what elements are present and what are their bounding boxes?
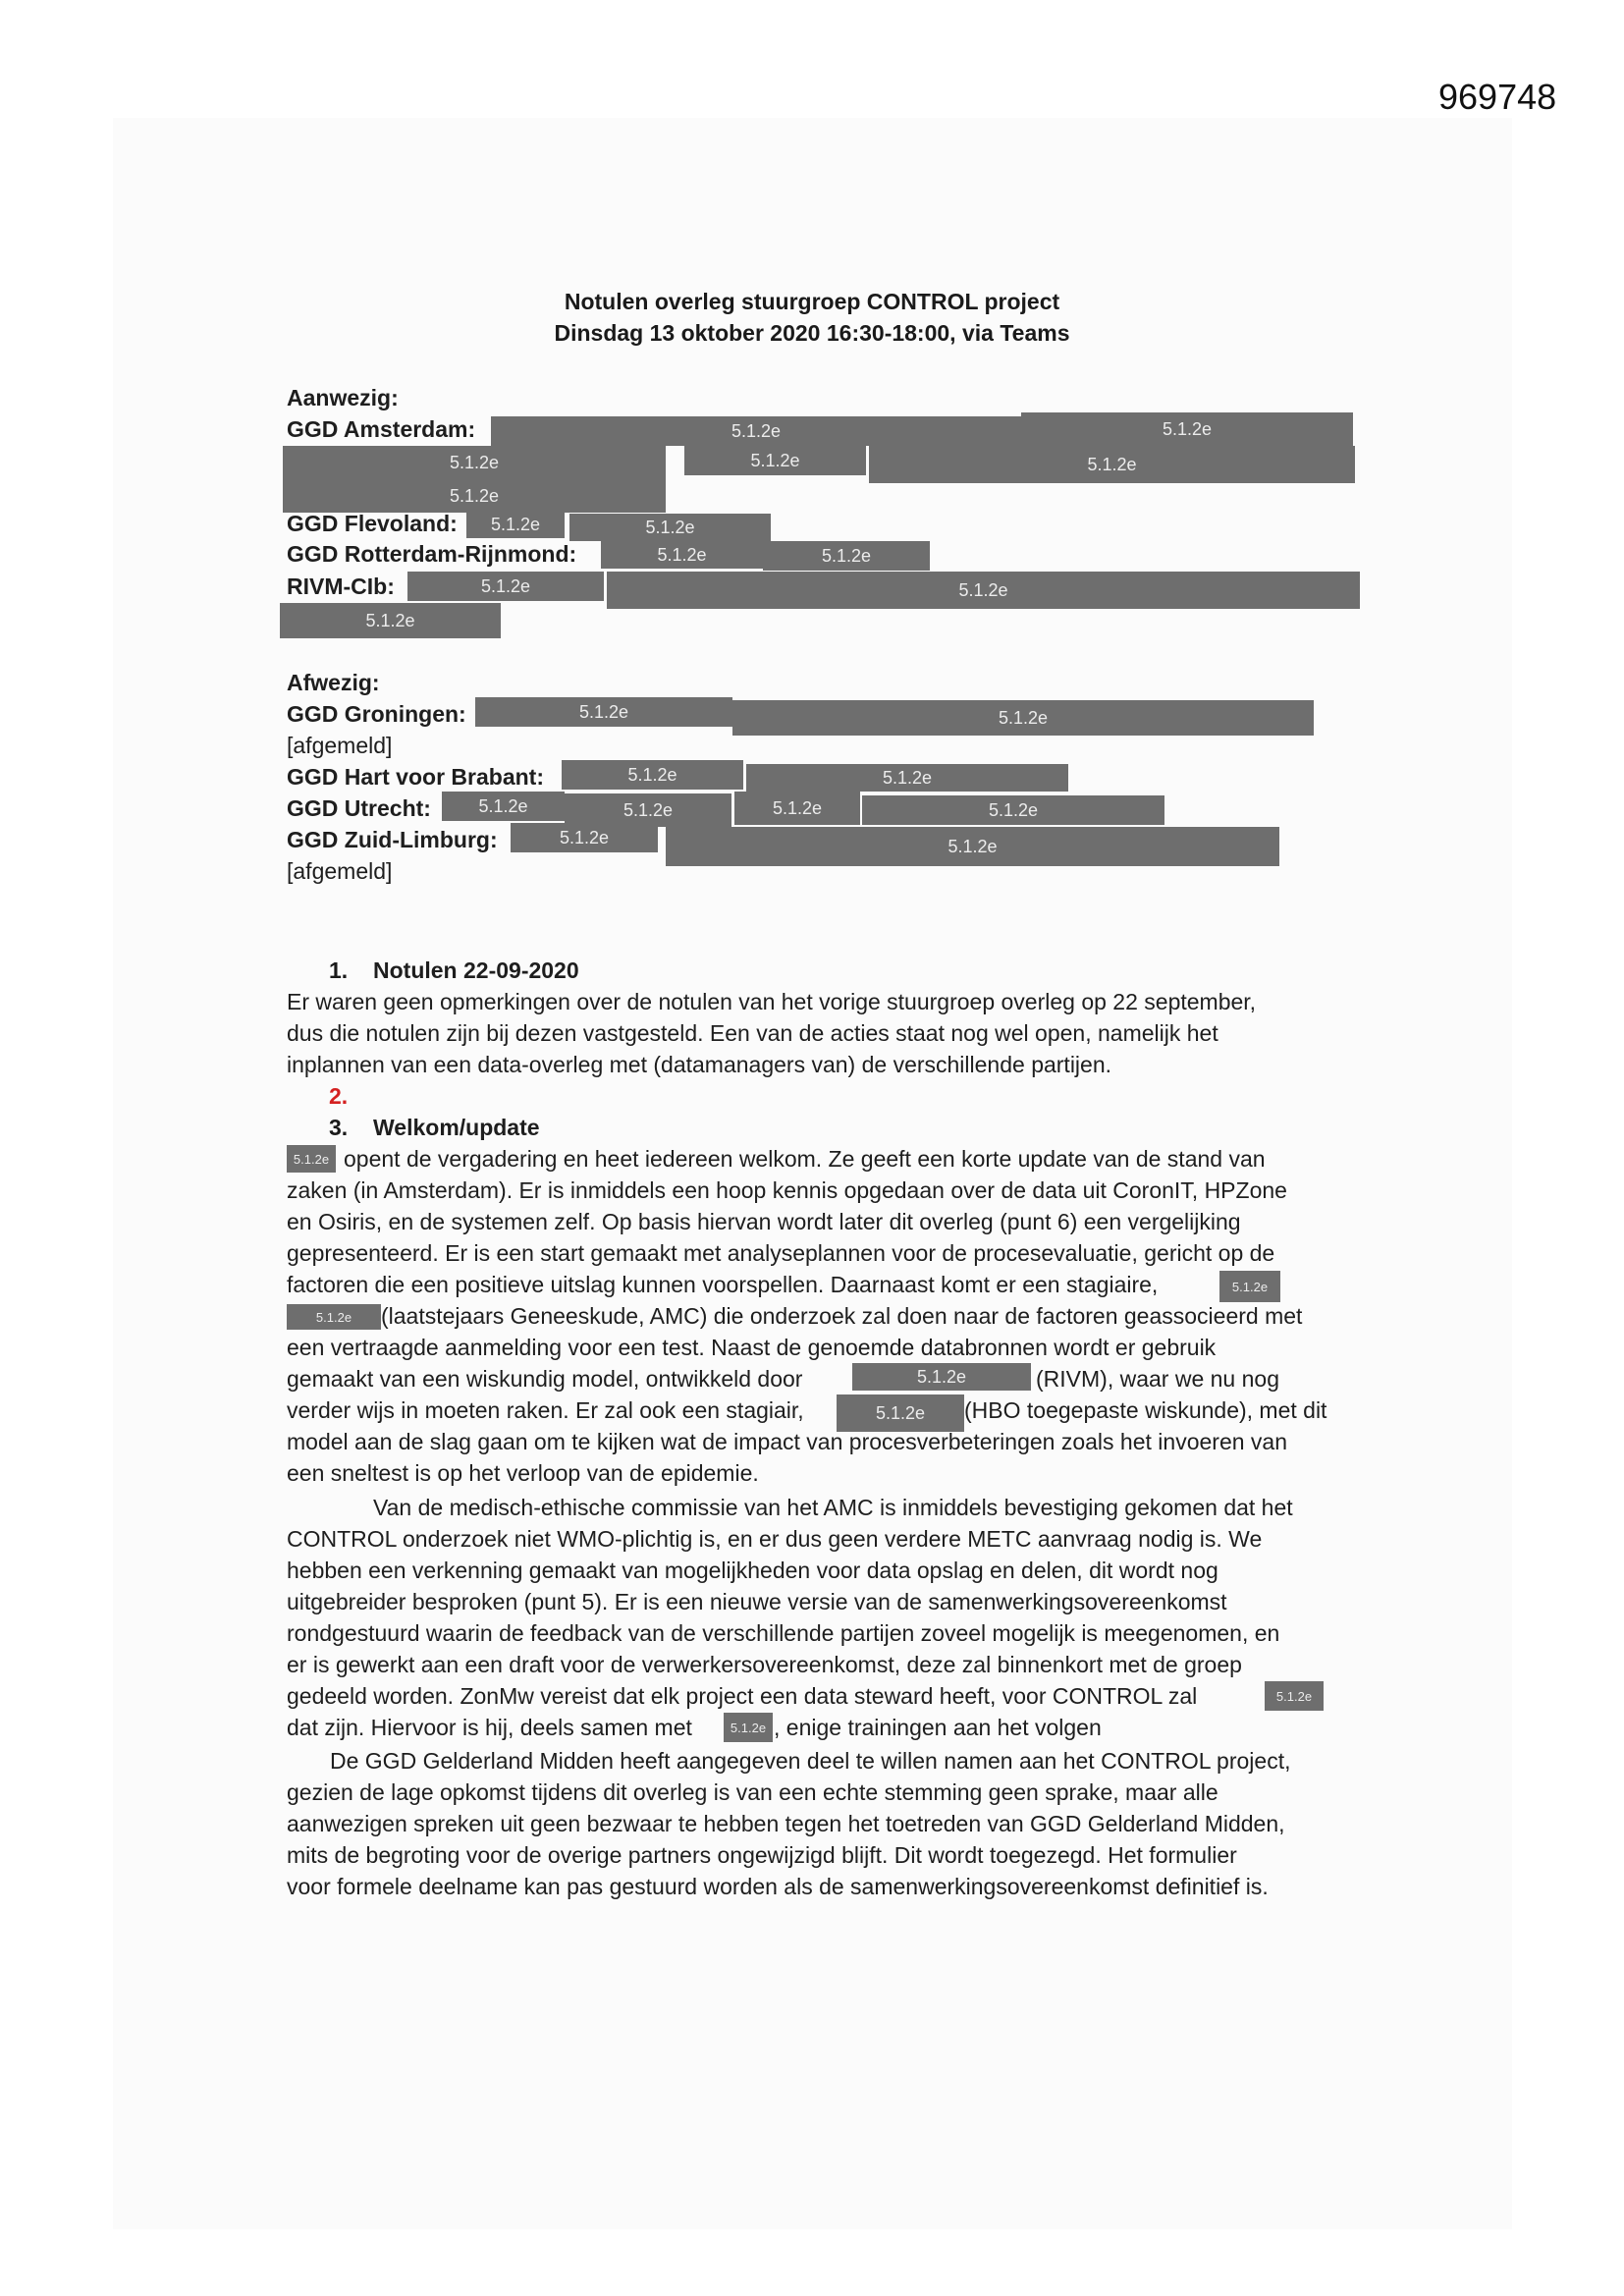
document-number: 969748 [1438,77,1557,117]
section-3-text: een vertraagde aanmelding voor een test. Naast de genoemde databronnen wordt er gebruik [287,1335,1217,1360]
redaction-block: 5.1.2e [852,1363,1031,1391]
present-heading: Aanwezig: [287,385,399,410]
ggd-rotterdam-rijnmond-label: GGD Rotterdam-Rijnmond: [287,541,577,567]
document-title: Notulen overleg stuurgroep CONTROL project [564,289,1060,314]
section-3-text: Van de medisch-ethische commissie van het AMC is inmiddels bevestiging gekomen dat het [373,1495,1293,1520]
section-3-text: een sneltest is op het verloop van de epidemie. [287,1460,759,1486]
section-3-text: factoren die een positieve uitslag kunnen voorspellen. Daarnaast komt er een stagiaire, [287,1272,1159,1297]
section-3-text: rondgestuurd waarin de feedback van de verschillende partijen zoveel mogelijk is meegenomen, en [287,1620,1280,1646]
section-3-text: er is gewerkt aan een draft voor de verwerkersovereenkomst, deze zal binnenkort met de groep [287,1652,1242,1677]
section-1-text: inplannen van een data-overleg met (datamanagers van) de verschillende partijen. [287,1052,1112,1077]
section-3-text: , enige trainingen aan het volgen [774,1715,1102,1740]
section-3-text: hebben een verkenning gemaakt van mogelijkheden voor data opslag en delen, dit wordt nog [287,1558,1218,1583]
section-3-title: Welkom/update [373,1115,540,1140]
section-3-text: (laatstejaars Geneeskude, AMC) die onderzoek zal doen naar de factoren geassocieerd met [381,1303,1303,1329]
section-1-number: 1. [329,957,349,983]
section-2-number: 2. [329,1083,349,1109]
ggd-groningen-label: GGD Groningen: [287,701,466,727]
afgemeld-note: [afgemeld] [287,733,393,758]
section-3-text: zaken (in Amsterdam). Er is inmiddels een hoop kennis opgedaan over de data uit CoronIT, HPZone [287,1177,1287,1203]
redaction-block: 5.1.2e [734,792,860,825]
section-3-text: De GGD Gelderland Midden heeft aangegeven deel te willen namen aan het CONTROL project, [330,1748,1291,1774]
section-3-text: uitgebreider besproken (punt 5). Er is een nieuwe versie van de samenwerkingsovereenkomst [287,1589,1227,1614]
redaction-block: 5.1.2e [1265,1681,1324,1711]
section-3-text: (HBO toegepaste wiskunde), met dit [964,1397,1327,1423]
redaction-block: 5.1.2e [1021,412,1353,446]
section-3-text: aanwezigen spreken uit geen bezwaar te hebben tegen het toetreden van GGD Gelderland Midden, [287,1811,1285,1836]
section-3-text: CONTROL onderzoek niet WMO-plichtig is, en er dus geen verdere METC aanvraag nodig is. We [287,1526,1263,1552]
redaction-block: 5.1.2e [287,1304,381,1330]
section-3-text: gedeeld worden. ZonMw vereist dat elk project een data steward heeft, voor CONTROL zal [287,1683,1198,1709]
ggd-hart-voor-brabant-label: GGD Hart voor Brabant: [287,764,544,790]
redaction-block: 5.1.2e [837,1394,964,1432]
section-3-text: verder wijs in moeten raken. Er zal ook een stagiair, [287,1397,804,1423]
redaction-block: 5.1.2e [732,700,1314,736]
redaction-block: 5.1.2e [562,760,743,790]
redaction-block: 5.1.2e [724,1713,773,1742]
ggd-zuid-limburg-label: GGD Zuid-Limburg: [287,827,498,852]
section-1-text: Er waren geen opmerkingen over de notulen van het vorige stuurgroep overleg op 22 september, [287,989,1257,1014]
section-1-text: dus die notulen zijn bij dezen vastgesteld. Een van de acties staat nog wel open, namelijk het [287,1020,1218,1046]
section-1-title: Notulen 22-09-2020 [373,957,579,983]
section-3-text: gezien de lage opkomst tijdens dit overleg is van een echte stemming geen sprake, maar alle [287,1779,1218,1805]
redaction-block: 5.1.2e [491,416,1021,446]
section-3-text: en Osiris, en de systemen zelf. Op basis hiervan wordt later dit overleg (punt 6) een vergelijking [287,1209,1241,1234]
ggd-utrecht-label: GGD Utrecht: [287,795,431,821]
redaction-block: 5.1.2e [287,1145,336,1173]
redaction-block: 5.1.2e [607,572,1360,609]
ggd-amsterdam-label: GGD Amsterdam: [287,416,476,442]
redaction-block: 5.1.2e [475,697,732,727]
section-3-text: dat zijn. Hiervoor is hij, deels samen met [287,1715,692,1740]
redaction-block: 5.1.2e [283,446,666,479]
redaction-block: 5.1.2e [869,446,1355,483]
section-3-text: voor formele deelname kan pas gestuurd worden als de samenwerkingsovereenkomst definitief is. [287,1874,1269,1899]
redaction-block: 5.1.2e [466,511,565,538]
redaction-block: 5.1.2e [565,793,731,827]
section-3-text: (RIVM), waar we nu nog [1036,1366,1279,1392]
ggd-flevoland-label: GGD Flevoland: [287,511,458,536]
section-3-text: gepresenteerd. Er is een start gemaakt met analyseplannen voor de procesevaluatie, gericht op de [287,1240,1275,1266]
redaction-block: 5.1.2e [511,823,658,852]
section-3-number: 3. [329,1115,349,1140]
section-3-text: model aan de slag gaan om te kijken wat de impact van procesverbeteringen zoals het invoeren van [287,1429,1287,1454]
section-3-text: mits de begroting voor de overige partners ongewijzigd blijft. Dit wordt toegezegd. Het formulier [287,1842,1237,1868]
redaction-block: 5.1.2e [862,795,1164,825]
redaction-block: 5.1.2e [1219,1271,1280,1302]
meeting-date: Dinsdag 13 oktober 2020 16:30-18:00, via Teams [554,320,1070,346]
redaction-block: 5.1.2e [666,827,1279,866]
rivm-cib-label: RIVM-CIb: [287,574,395,599]
redaction-block: 5.1.2e [283,479,666,513]
redaction-block: 5.1.2e [746,764,1068,792]
redaction-block: 5.1.2e [601,541,763,569]
redaction-block: 5.1.2e [569,514,771,541]
section-3-text: opent de vergadering en heet iedereen welkom. Ze geeft een korte update van de stand van [344,1146,1266,1172]
redaction-block: 5.1.2e [763,541,930,571]
absent-heading: Afwezig: [287,670,380,695]
section-3-text: gemaakt van een wiskundig model, ontwikkeld door [287,1366,803,1392]
redaction-block: 5.1.2e [442,792,565,821]
redaction-block: 5.1.2e [407,572,604,601]
redaction-block: 5.1.2e [280,603,501,638]
afgemeld-note: [afgemeld] [287,858,393,884]
redaction-block: 5.1.2e [684,446,866,475]
